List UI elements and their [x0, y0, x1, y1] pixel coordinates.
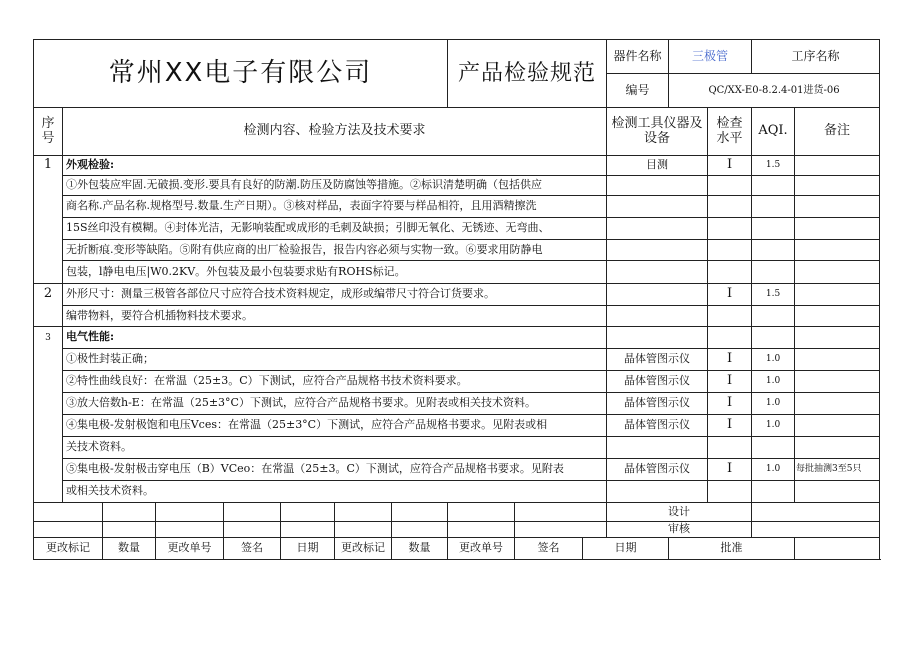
table-row: [34, 481, 880, 503]
inspection-spec-sheet: [33, 39, 862, 571]
date-label: 日期: [583, 538, 669, 560]
content-line: 编带物料，要符合机插物料技术要求。: [63, 306, 607, 327]
content-line: ③放大倍数h-E：在常温（25±3°C）下测试，应符合产品规格书要求。见附表或相关技术资料。: [63, 393, 607, 415]
doc-title: 产品检验规范: [448, 40, 607, 108]
remark-cell: 每批抽测3至5只: [795, 459, 880, 481]
table-row: [34, 415, 880, 437]
col-remark: 备注: [795, 108, 880, 156]
level-cell: I: [708, 284, 752, 306]
table-row: [34, 196, 880, 218]
aql-cell: 1.0: [752, 393, 795, 415]
content-line: ①极性封装正确；: [63, 349, 607, 371]
sign-label: 签名: [224, 538, 281, 560]
section-title: 电气性能:: [63, 327, 607, 349]
tool-cell: 晶体管图示仪: [607, 415, 708, 437]
sign-label: 签名: [515, 538, 583, 560]
content-line: 关技术资料。: [63, 437, 607, 459]
approve-label: 批准: [669, 538, 795, 560]
table-row: [34, 240, 880, 261]
company-name: 常州XX电子有限公司: [34, 40, 448, 108]
table-row: [34, 371, 880, 393]
spec-table: [33, 39, 880, 560]
aql-cell: 1.0: [752, 459, 795, 481]
aql-cell: 1.0: [752, 349, 795, 371]
col-tools: 检测工具仪器及设备: [607, 108, 708, 156]
date-label: 日期: [281, 538, 335, 560]
content-line: 或相关技术资料。: [63, 481, 607, 503]
seq-number: 2: [34, 284, 63, 306]
tool-cell: 晶体管图示仪: [607, 459, 708, 481]
content-line: ⑤集电极-发射极击穿电压（B）VCeo：在常温（25±3。C）下测试，应符合产品规格书要求。见附表: [63, 459, 607, 481]
col-level: 检查水平: [708, 108, 752, 156]
change-no-label: 更改单号: [156, 538, 224, 560]
level-cell: I: [708, 156, 752, 176]
content-line: 包装，l静电电压|W0.2KV。外包装及最小包装要求贴有ROHS标记。: [63, 261, 607, 284]
aql-cell: 1.5: [752, 284, 795, 306]
content-line: 商名称.产品名称.规格型号.数量.生产日期）。③核对样品，表面字符要与样品相符，且用酒精擦洗: [63, 196, 607, 218]
process-label: 工序名称: [752, 40, 880, 74]
table-row: [34, 156, 880, 176]
aql-cell: 1.0: [752, 415, 795, 437]
content-line: ①外包装应牢固.无破损.变形.要具有良好的防潮.防压及防腐蚀等措施。②标识清楚明确（包括供应: [63, 176, 607, 196]
level-cell: I: [708, 415, 752, 437]
change-mark-label: 更改标记: [335, 538, 392, 560]
change-no-label: 更改单号: [448, 538, 515, 560]
table-row: [34, 349, 880, 371]
section-title: 外观检验:: [63, 156, 607, 176]
table-row: [34, 437, 880, 459]
table-row: [34, 459, 880, 481]
content-line: ④集电极-发射极饱和电压Vces：在常温（25±3°C）下测试，应符合产品规格书要求。见附表或相: [63, 415, 607, 437]
content-line: 无折断痕.变形等缺陷。⑤附有供应商的出厂检验报告，报告内容必须与实物一致。⑥要求用防静电: [63, 240, 607, 261]
tool-cell: 目测: [607, 156, 708, 176]
table-row: [34, 284, 880, 306]
code-label: 编号: [607, 74, 669, 108]
col-content: 检测内容、检验方法及技术要求: [63, 108, 607, 156]
review-value: [752, 522, 880, 538]
code-value: QC/XX-E0-8.2.4-01进货-06: [669, 74, 880, 108]
footer-row: [34, 503, 880, 522]
table-row: [34, 218, 880, 240]
level-cell: I: [708, 393, 752, 415]
level-cell: I: [708, 371, 752, 393]
footer-row: [34, 538, 880, 560]
footer-row: [34, 522, 880, 538]
part-name-label: 器件名称: [607, 40, 669, 74]
design-value: [752, 503, 880, 522]
level-cell: I: [708, 459, 752, 481]
review-label: 审核: [607, 522, 752, 538]
tool-cell: 晶体管图示仪: [607, 371, 708, 393]
table-row: [34, 176, 880, 196]
col-aql: AQI.: [752, 108, 795, 156]
quantity-label: 数量: [103, 538, 156, 560]
table-row: [34, 261, 880, 284]
aql-cell: 1.0: [752, 371, 795, 393]
design-label: 设计: [607, 503, 752, 522]
remark-cell: [795, 156, 880, 176]
tool-cell: 晶体管图示仪: [607, 393, 708, 415]
change-mark-label: 更改标记: [34, 538, 103, 560]
content-line: ②特性曲线良好：在常温（25±3。C）下测试，应符合产品规格书技术资料要求。: [63, 371, 607, 393]
approve-value: [795, 538, 880, 560]
aql-cell: 1.5: [752, 156, 795, 176]
table-row: [34, 393, 880, 415]
table-row: [34, 327, 880, 349]
part-name-value: 三极管: [669, 40, 752, 74]
col-seq: 序号: [34, 108, 63, 156]
seq-number: 3: [34, 327, 63, 349]
level-cell: I: [708, 349, 752, 371]
tool-cell: 晶体管图示仪: [607, 349, 708, 371]
seq-number: 1: [34, 156, 63, 176]
table-row: [34, 306, 880, 327]
content-line: 15S丝印没有模糊。④封体光洁，无影响装配或成形的毛刺及缺损；引脚无氧化、无锈迹、无弯曲、: [63, 218, 607, 240]
content-line: 外形尺寸：测量三极管各部位尺寸应符合技术资料规定，成形或编带尺寸符合订货要求。: [63, 284, 607, 306]
quantity-label: 数量: [392, 538, 448, 560]
